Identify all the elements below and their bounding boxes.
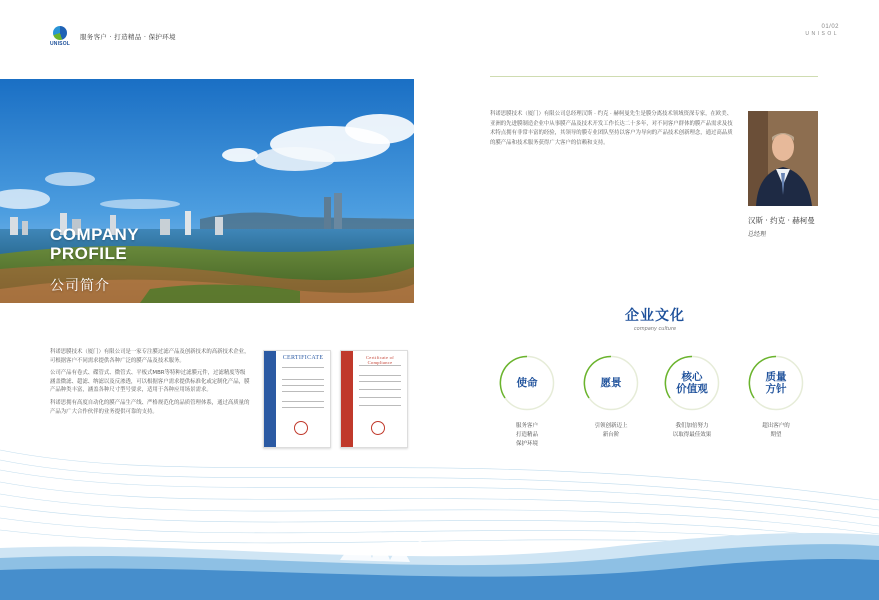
intro-paragraph: 科诺思拥有高度自动化的膜产品生产线、严格规范化的品质管理体系，通过高质量的产品为广大合作伙伴的业务提供可靠的支持。 — [50, 399, 250, 415]
desc-line: 保护环境 — [515, 441, 538, 447]
label-line: 方针 — [765, 383, 787, 395]
value-label — [766, 371, 787, 395]
header-brand — [48, 26, 176, 47]
globe-logo-icon — [53, 26, 67, 40]
company-intro — [50, 348, 250, 420]
value-circle — [748, 355, 804, 411]
value-circle — [583, 355, 639, 411]
value-label — [676, 371, 708, 395]
desc-line: 新台阶 — [602, 432, 620, 438]
water-wave-decoration — [0, 430, 879, 600]
page-number: 01/02 — [821, 24, 839, 30]
company-profile-title — [50, 225, 139, 263]
city-photo — [0, 79, 414, 303]
brand-name: UNISOL — [805, 31, 839, 37]
general-manager-bio: 科诺思膜技术（厦门）有限公司总经理汉斯 · 约克 · 赫柯曼先生是膜分离技术领域资深专家，在欧美、亚洲的先进膜制造企业中从事膜产品及技术开发工作长达二十多年，对不同客户群体的膜产品需求及技术特点拥有非常丰富的经验，其领导的膜专业团队坚持以客户为导向的产品技术创新理念，通过高品质的膜产品和技术服务获得广大客户的信赖和支持。 — [490, 111, 733, 146]
value-label: 愿景 — [600, 377, 622, 389]
title-line-2: PROFILE — [50, 244, 128, 263]
portrait-image — [748, 111, 818, 206]
desc-line: 以取得最佳效果 — [672, 432, 712, 438]
value-label: 使命 — [516, 377, 538, 389]
certificate-title: CERTIFICATE — [282, 355, 324, 361]
value-circle — [664, 355, 720, 411]
intro-paragraph: 科诺思膜技术（厦门）有限公司是一家专注膜过滤产品及创新技术的高新技术企业，可根据客户不同需求提供各种广泛的膜产品及技术服务。 — [50, 349, 250, 364]
page-number-block — [805, 24, 839, 37]
desc-line: 超出客户的 — [762, 423, 790, 429]
culture-value-vision — [583, 355, 639, 440]
intro-paragraph: 公司产品有卷式、碟管式、微管式、平板式MBR等特种过滤膜元件，过滤精度等级涵盖微滤、超滤、纳滤以及反渗透，可以根据客户需求提供标准化或定制化产品，膜产品种类丰富，涵盖各种尺寸型号要求，适用于各种应用场景需求。 — [50, 370, 250, 394]
desc-line: 期望 — [770, 432, 782, 438]
culture-subtitle: company culture — [633, 326, 677, 332]
certificate-title: Certificate of Compliance — [365, 355, 395, 365]
general-manager-name: 汉斯 · 约克 · 赫柯曼 — [748, 216, 815, 225]
general-manager-role: 总经理 — [748, 231, 767, 238]
desc-line: 引领创新迈上 — [594, 423, 628, 429]
title-line-1: COMPANY — [50, 225, 140, 244]
culture-title: 企业文化 — [625, 308, 685, 324]
culture-value-core-values — [664, 355, 720, 440]
desc-line: 我们加倍努力 — [675, 423, 709, 429]
value-circle — [499, 355, 555, 411]
culture-value-quality-policy — [748, 355, 804, 440]
company-profile-subtitle: 公司简介 — [50, 278, 110, 294]
general-manager-portrait — [748, 111, 818, 206]
label-line: 质量 — [765, 371, 787, 383]
tagline: 服务客户 · 打造精品 · 保护环境 — [80, 33, 176, 41]
city-skyline-image — [0, 79, 414, 303]
desc-line: 打造精品 — [515, 432, 538, 438]
divider-line — [490, 76, 818, 77]
logo-text: UNISOL — [49, 41, 71, 47]
desc-line: 服务客户 — [515, 423, 538, 429]
label-line: 价值观 — [676, 383, 708, 395]
label-line: 核心 — [681, 371, 703, 383]
company-logo — [48, 26, 72, 47]
